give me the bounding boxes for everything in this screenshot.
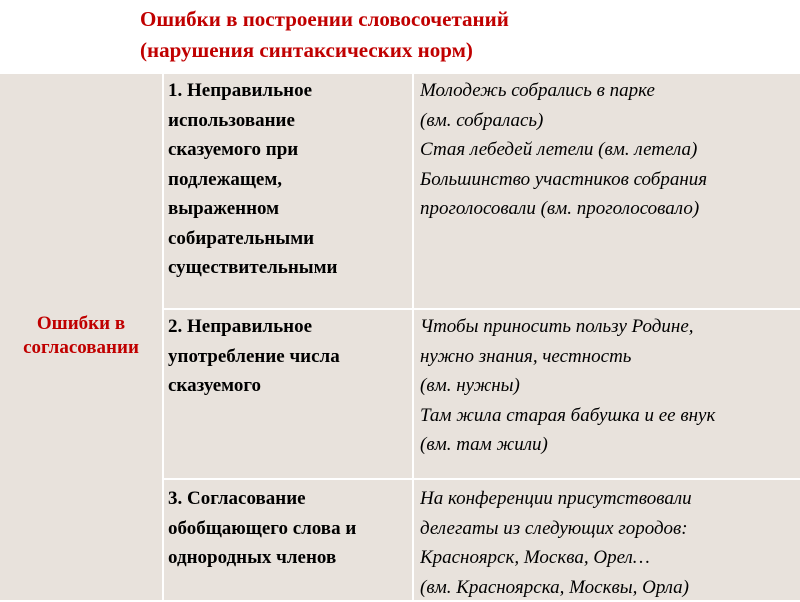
example-line: Молодежь собрались в парке <box>420 76 800 106</box>
example-line: Красноярск, Москва, Орел… <box>420 543 800 573</box>
title-line-1: Ошибки в построении словосочетаний <box>140 4 509 35</box>
error-type-line: подлежащем, <box>168 165 412 195</box>
example-line: На конференции присутствовали <box>420 484 800 514</box>
example-line: (вм. нужны) <box>420 371 800 401</box>
error-type-cell-1 <box>168 76 412 283</box>
errors-table <box>0 72 800 600</box>
example-line: делегаты из следующих городов: <box>420 514 800 544</box>
error-type-line: однородных членов <box>168 543 412 573</box>
example-line: (вм. собралась) <box>420 106 800 136</box>
category-label-line-2: согласовании <box>23 336 139 360</box>
example-cell-3 <box>420 484 800 602</box>
column-divider-2 <box>412 72 414 600</box>
row-divider-2 <box>162 478 800 480</box>
error-type-line: сказуемого <box>168 371 412 401</box>
error-type-line: 3. Согласование <box>168 484 412 514</box>
category-cell <box>0 72 162 600</box>
error-type-cell-3 <box>168 484 412 573</box>
example-line: проголосовали (вм. проголосовало) <box>420 194 800 224</box>
error-type-line: 1. Неправильное <box>168 76 412 106</box>
error-type-line: собирательными <box>168 224 412 254</box>
example-line: Стая лебедей летели (вм. летела) <box>420 135 800 165</box>
column-divider-1 <box>162 72 164 600</box>
example-line: нужно знания, честность <box>420 342 800 372</box>
error-type-line: 2. Неправильное <box>168 312 412 342</box>
example-line: (вм. Красноярска, Москвы, Орла) <box>420 573 800 602</box>
error-type-line: использование <box>168 106 412 136</box>
error-type-line: выраженном <box>168 194 412 224</box>
example-line: Чтобы приносить пользу Родине, <box>420 312 800 342</box>
title-line-2: (нарушения синтаксических норм) <box>140 35 509 66</box>
error-type-line: сказуемого при <box>168 135 412 165</box>
example-cell-1 <box>420 76 800 224</box>
error-type-line: употребление числа <box>168 342 412 372</box>
error-type-line: существительными <box>168 253 412 283</box>
example-cell-2 <box>420 312 800 460</box>
example-line: Там жила старая бабушка и ее внук <box>420 401 800 431</box>
error-type-line: обобщающего слова и <box>168 514 412 544</box>
row-divider-1 <box>162 308 800 310</box>
example-line: Большинство участников собрания <box>420 165 800 195</box>
category-label-line-1: Ошибки в <box>23 312 139 336</box>
error-type-cell-2 <box>168 312 412 401</box>
example-line: (вм. там жили) <box>420 430 800 460</box>
slide-title <box>140 4 509 66</box>
